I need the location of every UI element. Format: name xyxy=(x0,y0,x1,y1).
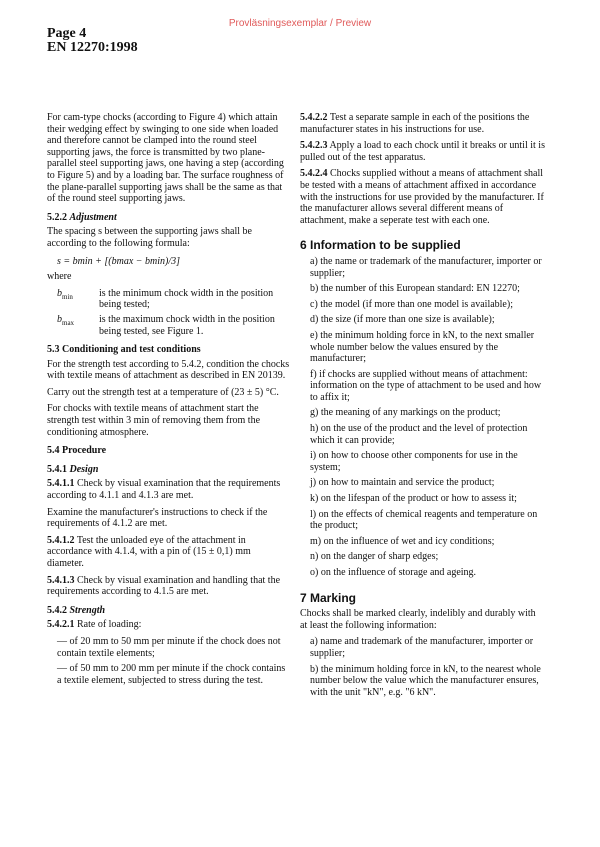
definition-text: is the maximum chock width in the position being tested, see Figure 1. xyxy=(99,313,275,337)
list-item: a) the name or trademark of the manufacturer, importer or supplier; xyxy=(310,255,542,279)
page-number: Page 4 xyxy=(47,26,87,41)
spacing-formula: s = bmin + [(bmax − bmin)/3] xyxy=(57,255,181,267)
information-list xyxy=(300,256,545,579)
paragraph-5-4-2-2: 5.4.2.2 Test a separate sample in each of the positions the manufacturer states in his instructions for use. xyxy=(300,112,530,135)
list-item: — of 50 mm to 200 mm per minute if the chock contains a textile element, subjected to stress during the test. xyxy=(57,663,286,686)
list-item: o) on the influence of storage and ageing. xyxy=(310,567,477,578)
list-item: b) the minimum holding force in kN, to the nearest whole number below the value which the manufacturer ensures, with the unit "kN", e.g. "6 kN". xyxy=(310,663,541,698)
paragraph-5-3c: For chocks with textile means of attachment start the strength test within 3 min of removing them from the conditioning atmosphere. xyxy=(47,403,261,438)
paragraph-5-4-2-4: 5.4.2.4 Chocks supplied without a means of attachment shall be tested with a means of attachment affixed in accordance with the instructions for use provided by the manufacturer. If the manufacturer allows several different means of attachment, make a seperate test with each one. xyxy=(300,168,544,226)
list-item: d) the size (if more than one size is available); xyxy=(310,314,495,326)
paragraph-5-4-1-2: 5.4.1.2 Test the unloaded eye of the attachment in accordance with 4.1.4, with a pin of (15 ± 0,1) mm diameter. xyxy=(47,534,251,569)
definition-bmax xyxy=(47,314,290,337)
list-item: j) on how to maintain and service the product; xyxy=(310,477,495,489)
paragraph-5-3a: For the strength test according to 5.4.2, condition the chocks with textile means of attachment as described in EN 20139. xyxy=(47,358,290,382)
where-label: where xyxy=(47,271,72,283)
list-item: a) name and trademark of the manufacturer, importer or supplier; xyxy=(310,636,534,659)
paragraph-5-4-1-3: 5.4.1.3 Check by visual examination and handling that the requirements according to 4.1.5 are met. xyxy=(47,574,281,598)
list-item: b) the number of this European standard: EN 12270; xyxy=(310,283,520,295)
definition-text: is the minimum chock width in the position being tested; xyxy=(99,287,274,311)
list-item: n) on the danger of sharp edges; xyxy=(310,551,439,563)
list-item: e) the minimum holding force in kN, to the next smaller whole number below the values ensured by the manufacturer; xyxy=(310,329,535,365)
definition-bmin xyxy=(47,288,290,311)
spacing-paragraph: The spacing s between the supporting jaws shall be according to the following formula: xyxy=(47,226,252,249)
list-item: c) the model (if more than one model is available); xyxy=(310,298,513,310)
left-column xyxy=(47,112,290,690)
list-item: g) the meaning of any markings on the product; xyxy=(310,407,501,419)
symbol-bmax: $b_{max}$ xyxy=(57,313,75,327)
document-id: EN 12270:1998 xyxy=(47,40,138,55)
list-item: h) on the use of the product and the level of protection which it can provide; xyxy=(310,423,528,446)
paragraph-5-4-1-1b: Examine the manufacturer's instructions to check if the requirements of 4.1.2 are met. xyxy=(47,506,268,530)
preview-watermark: Provläsningsexemplar / Preview xyxy=(228,18,372,29)
heading-5-3: 5.3 Conditioning and test conditions xyxy=(47,344,201,356)
heading-5-4-1: 5.4.1 Design xyxy=(47,463,99,475)
list-item: l) on the effects of chemical reagents and temperature on the product; xyxy=(310,508,538,532)
paragraph-5-4-2-3: 5.4.2.3 Apply a load to each chock until it breaks or until it is pulled out of the test apparatus. xyxy=(300,140,545,163)
marking-paragraph: Chocks shall be marked clearly, indelibly and durably with at least the following information: xyxy=(300,608,536,631)
list-item: f) if chocks are supplied without means of attachment: information on the type of attachment to be used and how to affix it; xyxy=(310,368,542,403)
heading-7: 7 Marking xyxy=(300,590,357,605)
paragraph-5-3b: Carry out the strength test at a temperature of (23 ± 5) °C. xyxy=(47,386,279,398)
list-item: k) on the lifespan of the product or how to assess it; xyxy=(310,493,517,505)
list-item: i) on how to choose other components for use in the system; xyxy=(310,450,518,473)
list-item: — of 20 mm to 50 mm per minute if the chock does not contain textile elements; xyxy=(57,635,281,659)
heading-5-4: 5.4 Procedure xyxy=(47,445,107,457)
heading-5-2-2: 5.2.2 Adjustment xyxy=(47,211,117,223)
heading-6: 6 Information to be supplied xyxy=(300,238,461,253)
symbol-bmin: $b_{min}$ xyxy=(57,287,73,301)
paragraph-5-4-1-1: 5.4.1.1 Check by visual examination that the requirements according to 4.1.1 and 4.1.3 are met. xyxy=(47,478,281,502)
list-item: m) on the influence of wet and icy conditions; xyxy=(310,535,495,547)
paragraph-5-4-2-1: 5.4.2.1 Rate of loading: xyxy=(47,619,142,631)
heading-5-4-2: 5.4.2 Strength xyxy=(47,604,106,616)
right-column xyxy=(300,112,545,702)
intro-paragraph: For cam-type chocks (according to Figure 4) which attain their wedging effect by swinging to one side when loaded and therefore cannot be clamped into the round steel supporting jaws, the force is transmitted by two plane-parallel steel supporting jaws, one having a step (according to Figure 5) and by a loading bar. The surface roughness of the plane-parallel supporting jaws shall be the same as that of the round steel supporting jaws. xyxy=(47,112,284,205)
page-header xyxy=(47,27,138,55)
